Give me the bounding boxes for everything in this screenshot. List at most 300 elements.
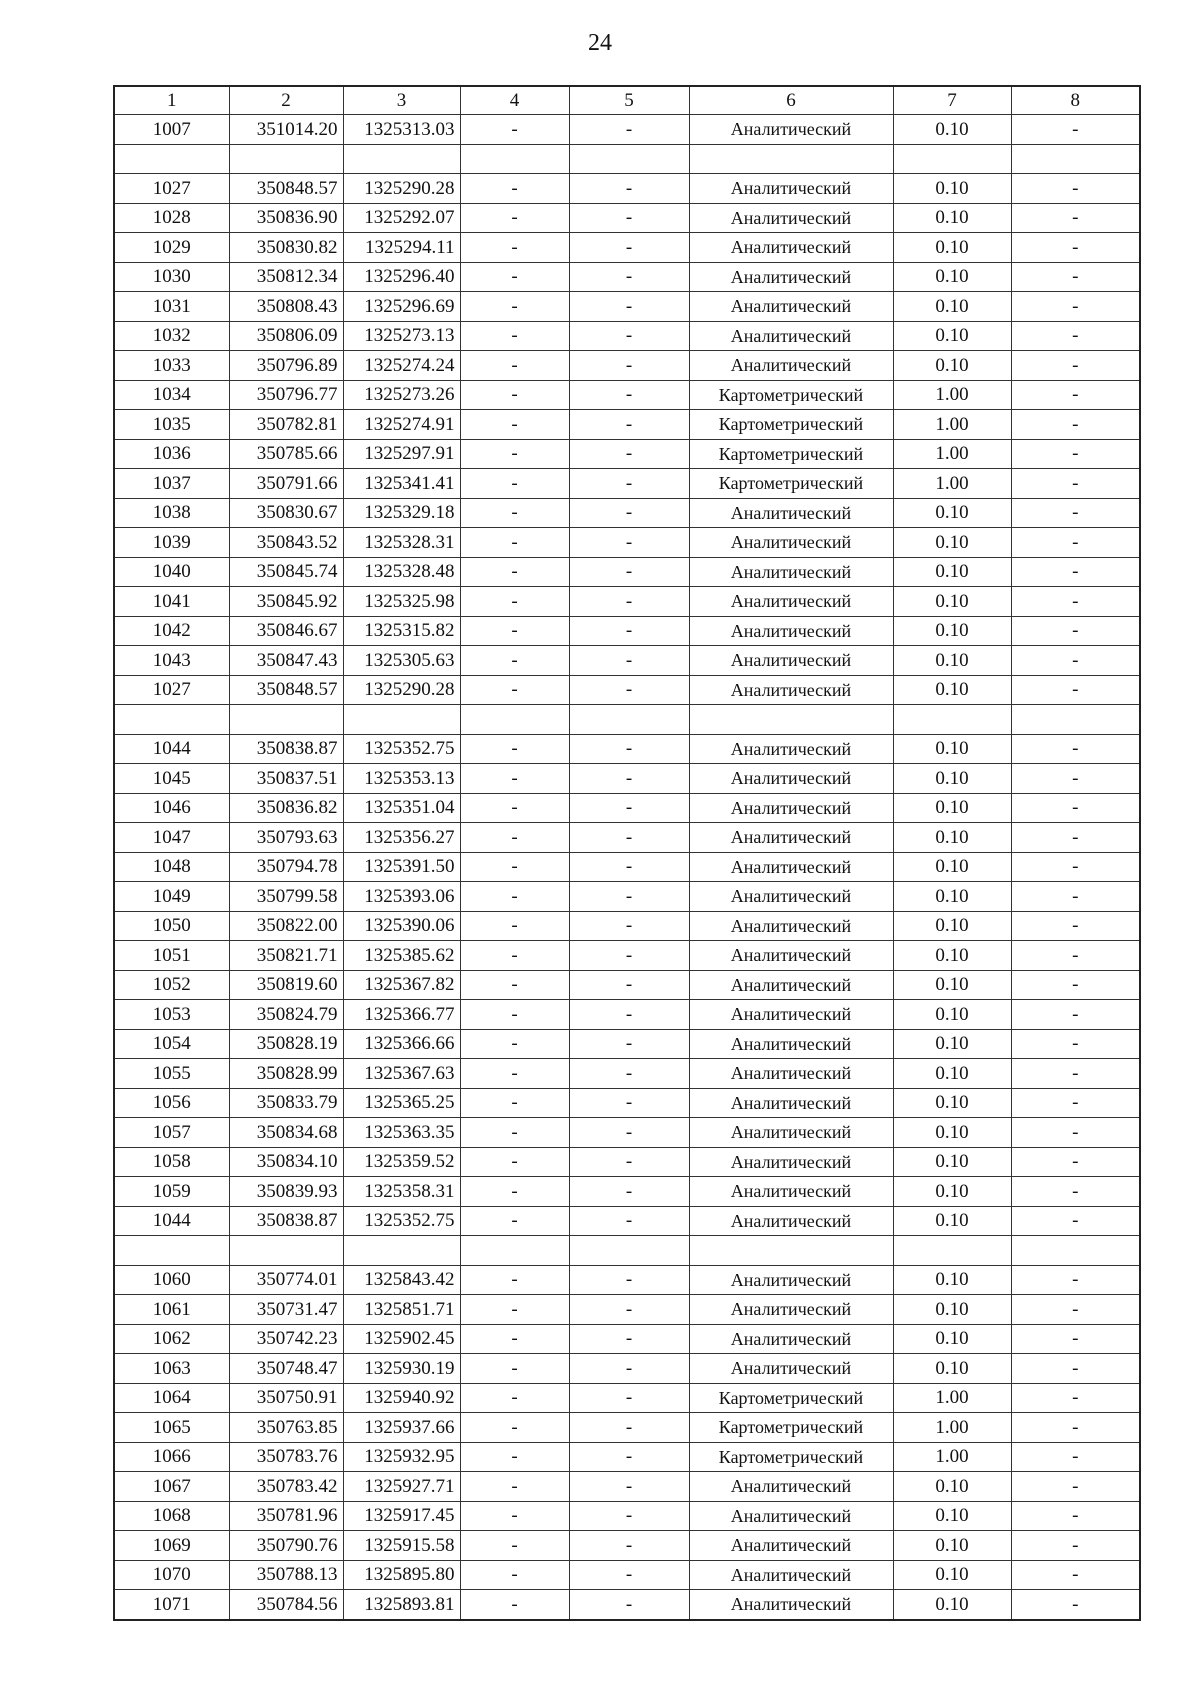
- table-cell: 350812.34: [229, 262, 343, 292]
- table-cell: 0.10: [893, 557, 1011, 587]
- table-cell: 350837.51: [229, 764, 343, 794]
- table-cell: 1061: [114, 1295, 229, 1325]
- table-cell: -: [1011, 675, 1140, 705]
- table-row: [114, 587, 1140, 617]
- table-cell: [569, 705, 689, 735]
- table-cell: 350819.60: [229, 970, 343, 1000]
- table-cell: 1325273.13: [343, 321, 460, 351]
- table-cell: -: [1011, 1324, 1140, 1354]
- table-cell: 1325296.40: [343, 262, 460, 292]
- table-cell: 350783.42: [229, 1472, 343, 1502]
- table-cell: 1028: [114, 203, 229, 233]
- table-cell: [229, 705, 343, 735]
- table-cell: 0.10: [893, 1147, 1011, 1177]
- table-cell: -: [569, 970, 689, 1000]
- table-cell: 1068: [114, 1501, 229, 1531]
- table-cell: 0.10: [893, 1324, 1011, 1354]
- column-header: 6: [689, 86, 893, 115]
- table-cell: Аналитический: [689, 557, 893, 587]
- table-cell: 350784.56: [229, 1590, 343, 1620]
- table-cell: -: [460, 587, 569, 617]
- table-cell: Аналитический: [689, 1000, 893, 1030]
- table-row: [114, 970, 1140, 1000]
- table-cell: 0.10: [893, 911, 1011, 941]
- table-row: [114, 292, 1140, 322]
- table-row: [114, 1177, 1140, 1207]
- table-cell: Аналитический: [689, 321, 893, 351]
- table-cell: -: [569, 941, 689, 971]
- table-cell: Аналитический: [689, 941, 893, 971]
- table-cell: 350838.87: [229, 734, 343, 764]
- table-cell: -: [1011, 292, 1140, 322]
- table-cell: 0.10: [893, 646, 1011, 676]
- table-cell: [343, 705, 460, 735]
- table-cell: 1325932.95: [343, 1442, 460, 1472]
- table-cell: 0.10: [893, 1531, 1011, 1561]
- table-cell: Аналитический: [689, 764, 893, 794]
- table-cell: -: [460, 1383, 569, 1413]
- table-cell: Аналитический: [689, 675, 893, 705]
- table-cell: 1054: [114, 1029, 229, 1059]
- table-cell: -: [1011, 734, 1140, 764]
- table-cell: [893, 1236, 1011, 1266]
- table-cell: [569, 144, 689, 174]
- table-cell: -: [460, 1088, 569, 1118]
- table-row: [114, 233, 1140, 263]
- table-cell: 1325353.13: [343, 764, 460, 794]
- table-cell: Аналитический: [689, 528, 893, 558]
- table-cell: -: [1011, 1531, 1140, 1561]
- table-cell: 350843.52: [229, 528, 343, 558]
- table-cell: Аналитический: [689, 498, 893, 528]
- table-cell: -: [1011, 1029, 1140, 1059]
- table-cell: -: [1011, 616, 1140, 646]
- table-cell: -: [569, 823, 689, 853]
- table-row: [114, 1531, 1140, 1561]
- table-cell: 1325915.58: [343, 1531, 460, 1561]
- table-cell: [1011, 1236, 1140, 1266]
- table-cell: -: [1011, 233, 1140, 263]
- table-cell: -: [569, 734, 689, 764]
- table-cell: 1325328.31: [343, 528, 460, 558]
- table-cell: -: [1011, 882, 1140, 912]
- table-row: [114, 528, 1140, 558]
- table-cell: 0.10: [893, 882, 1011, 912]
- table-cell: 350833.79: [229, 1088, 343, 1118]
- table-cell: -: [569, 262, 689, 292]
- table-cell: 1062: [114, 1324, 229, 1354]
- table-cell: -: [569, 1354, 689, 1384]
- table-cell: 350750.91: [229, 1383, 343, 1413]
- table-cell: 350845.92: [229, 587, 343, 617]
- table-cell: 350828.99: [229, 1059, 343, 1089]
- table-cell: -: [1011, 351, 1140, 381]
- table-cell: [1011, 144, 1140, 174]
- table-row: [114, 174, 1140, 204]
- table-cell: 1325305.63: [343, 646, 460, 676]
- table-cell: Картометрический: [689, 1383, 893, 1413]
- table-cell: Аналитический: [689, 911, 893, 941]
- table-cell: Аналитический: [689, 646, 893, 676]
- table-cell: 1325359.52: [343, 1147, 460, 1177]
- table-cell: 0.10: [893, 115, 1011, 145]
- table-cell: -: [460, 321, 569, 351]
- table-cell: -: [1011, 1560, 1140, 1590]
- table-row: [114, 764, 1140, 794]
- table-cell: 0.10: [893, 233, 1011, 263]
- table-cell: Аналитический: [689, 203, 893, 233]
- table-row: [114, 203, 1140, 233]
- table-cell: 1325313.03: [343, 115, 460, 145]
- table-row: [114, 1295, 1140, 1325]
- table-cell: 0.10: [893, 1118, 1011, 1148]
- table-cell: 350788.13: [229, 1560, 343, 1590]
- table-cell: 1325917.45: [343, 1501, 460, 1531]
- table-cell: 1041: [114, 587, 229, 617]
- table-cell: 350846.67: [229, 616, 343, 646]
- table-cell: 1050: [114, 911, 229, 941]
- table-cell: 1325940.92: [343, 1383, 460, 1413]
- table-cell: 350794.78: [229, 852, 343, 882]
- table-cell: [114, 705, 229, 735]
- table-row: [114, 1442, 1140, 1472]
- table-cell: Картометрический: [689, 410, 893, 440]
- table-cell: Аналитический: [689, 262, 893, 292]
- table-row: [114, 882, 1140, 912]
- table-cell: -: [569, 203, 689, 233]
- table-cell: 1034: [114, 380, 229, 410]
- table-cell: -: [569, 115, 689, 145]
- table-row: [114, 410, 1140, 440]
- table-cell: -: [569, 882, 689, 912]
- table-cell: -: [569, 1265, 689, 1295]
- table-cell: 350742.23: [229, 1324, 343, 1354]
- table-cell: -: [460, 439, 569, 469]
- table-cell: [460, 144, 569, 174]
- table-cell: [460, 705, 569, 735]
- table-cell: -: [460, 616, 569, 646]
- table-cell: 0.10: [893, 203, 1011, 233]
- table-row: [114, 1560, 1140, 1590]
- table-cell: 1052: [114, 970, 229, 1000]
- table-cell: -: [460, 174, 569, 204]
- table-cell: -: [460, 469, 569, 499]
- table-cell: -: [1011, 1501, 1140, 1531]
- table-cell: 1033: [114, 351, 229, 381]
- table-cell: -: [1011, 852, 1140, 882]
- table-cell: Картометрический: [689, 439, 893, 469]
- table-cell: [460, 1236, 569, 1266]
- table-cell: 1042: [114, 616, 229, 646]
- table-cell: 0.10: [893, 351, 1011, 381]
- table-cell: -: [569, 1442, 689, 1472]
- table-cell: 1325895.80: [343, 1560, 460, 1590]
- table-row: [114, 1088, 1140, 1118]
- table-cell: 1325351.04: [343, 793, 460, 823]
- table-cell: [343, 144, 460, 174]
- table-row: [114, 911, 1140, 941]
- table-cell: 1051: [114, 941, 229, 971]
- table-cell: Аналитический: [689, 1088, 893, 1118]
- table-cell: 0.10: [893, 1088, 1011, 1118]
- table-cell: -: [569, 1206, 689, 1236]
- table-cell: -: [460, 528, 569, 558]
- table-cell: 1325893.81: [343, 1590, 460, 1620]
- table-row: [114, 823, 1140, 853]
- table-cell: 1.00: [893, 1442, 1011, 1472]
- table-cell: -: [1011, 1590, 1140, 1620]
- table-cell: 0.10: [893, 292, 1011, 322]
- table-cell: -: [1011, 321, 1140, 351]
- table-cell: Аналитический: [689, 292, 893, 322]
- table-row: [114, 1590, 1140, 1620]
- table-cell: -: [569, 587, 689, 617]
- table-row: [114, 1000, 1140, 1030]
- table-cell: -: [569, 1590, 689, 1620]
- table-cell: [893, 144, 1011, 174]
- table-cell: -: [569, 911, 689, 941]
- table-cell: Аналитический: [689, 1295, 893, 1325]
- table-cell: Аналитический: [689, 1560, 893, 1590]
- table-cell: -: [460, 1531, 569, 1561]
- table-cell: -: [460, 351, 569, 381]
- table-cell: 1.00: [893, 1383, 1011, 1413]
- table-row: [114, 1206, 1140, 1236]
- table-cell: 0.10: [893, 1295, 1011, 1325]
- table-cell: 1007: [114, 115, 229, 145]
- table-row: [114, 380, 1140, 410]
- table-cell: -: [569, 1177, 689, 1207]
- table-cell: 0.10: [893, 1265, 1011, 1295]
- table-cell: Аналитический: [689, 1177, 893, 1207]
- table-cell: -: [460, 1472, 569, 1502]
- table-cell: 0.10: [893, 793, 1011, 823]
- table-body: [114, 115, 1140, 1620]
- table-cell: 1063: [114, 1354, 229, 1384]
- table-cell: 1059: [114, 1177, 229, 1207]
- table-row: [114, 616, 1140, 646]
- table-row: [114, 439, 1140, 469]
- table-cell: -: [460, 410, 569, 440]
- table-cell: Аналитический: [689, 174, 893, 204]
- table-cell: Картометрический: [689, 1442, 893, 1472]
- table-cell: 350763.85: [229, 1413, 343, 1443]
- table-cell: -: [569, 321, 689, 351]
- table-cell: 1325358.31: [343, 1177, 460, 1207]
- table-cell: -: [460, 498, 569, 528]
- table-row: [114, 351, 1140, 381]
- table-cell: 1325274.91: [343, 410, 460, 440]
- table-cell: -: [569, 439, 689, 469]
- table-cell: -: [569, 1029, 689, 1059]
- table-row: [114, 469, 1140, 499]
- table-cell: 0.10: [893, 1590, 1011, 1620]
- separator-row: [114, 705, 1140, 735]
- table-cell: -: [569, 1501, 689, 1531]
- separator-row: [114, 1236, 1140, 1266]
- table-cell: -: [460, 115, 569, 145]
- table-cell: -: [460, 1560, 569, 1590]
- table-cell: [569, 1236, 689, 1266]
- table-cell: 0.10: [893, 1206, 1011, 1236]
- table-cell: 350839.93: [229, 1177, 343, 1207]
- table-cell: Аналитический: [689, 1059, 893, 1089]
- table-cell: -: [569, 793, 689, 823]
- table-cell: 350822.00: [229, 911, 343, 941]
- table-cell: -: [569, 1295, 689, 1325]
- table-row: [114, 1059, 1140, 1089]
- table-cell: 1325297.91: [343, 439, 460, 469]
- coordinates-table: [113, 85, 1141, 1621]
- table-cell: -: [460, 233, 569, 263]
- table-cell: -: [1011, 115, 1140, 145]
- table-cell: 1046: [114, 793, 229, 823]
- column-header: 5: [569, 86, 689, 115]
- table-cell: -: [1011, 970, 1140, 1000]
- table-row: [114, 675, 1140, 705]
- table-cell: 0.10: [893, 528, 1011, 558]
- table-cell: -: [1011, 528, 1140, 558]
- table-cell: -: [1011, 941, 1140, 971]
- table-cell: 1065: [114, 1413, 229, 1443]
- table-cell: -: [1011, 1442, 1140, 1472]
- table-cell: -: [1011, 1413, 1140, 1443]
- table-cell: -: [1011, 1265, 1140, 1295]
- table-cell: 0.10: [893, 764, 1011, 794]
- table-cell: 0.10: [893, 734, 1011, 764]
- table-cell: Аналитический: [689, 1531, 893, 1561]
- table-cell: 350830.67: [229, 498, 343, 528]
- table-cell: 1325290.28: [343, 675, 460, 705]
- table-cell: 350838.87: [229, 1206, 343, 1236]
- table-cell: Картометрический: [689, 469, 893, 499]
- table-cell: -: [1011, 911, 1140, 941]
- table-cell: 1027: [114, 675, 229, 705]
- column-header: 3: [343, 86, 460, 115]
- table-cell: 1067: [114, 1472, 229, 1502]
- table-cell: -: [1011, 823, 1140, 853]
- table-cell: 350847.43: [229, 646, 343, 676]
- column-header: 4: [460, 86, 569, 115]
- table-cell: 1325851.71: [343, 1295, 460, 1325]
- table-row: [114, 1472, 1140, 1502]
- table-cell: 0.10: [893, 1059, 1011, 1089]
- table-cell: 1325930.19: [343, 1354, 460, 1384]
- page-number: 24: [588, 30, 612, 56]
- table-cell: Аналитический: [689, 970, 893, 1000]
- table-cell: -: [1011, 1000, 1140, 1030]
- table-cell: -: [569, 1147, 689, 1177]
- table-cell: -: [569, 557, 689, 587]
- table-cell: 0.10: [893, 587, 1011, 617]
- table-cell: 350848.57: [229, 174, 343, 204]
- table-cell: 0.10: [893, 1029, 1011, 1059]
- table-row: [114, 852, 1140, 882]
- separator-row: [114, 144, 1140, 174]
- table-cell: 1036: [114, 439, 229, 469]
- table-row: [114, 1324, 1140, 1354]
- table-cell: Аналитический: [689, 1324, 893, 1354]
- table-cell: -: [460, 557, 569, 587]
- table-cell: -: [460, 1206, 569, 1236]
- table-cell: -: [569, 1324, 689, 1354]
- table-cell: -: [1011, 1147, 1140, 1177]
- table-cell: -: [569, 675, 689, 705]
- table-cell: 350836.82: [229, 793, 343, 823]
- table-cell: -: [460, 1059, 569, 1089]
- table-row: [114, 941, 1140, 971]
- table-cell: 1060: [114, 1265, 229, 1295]
- table-cell: [229, 1236, 343, 1266]
- table-cell: -: [460, 1501, 569, 1531]
- column-header: 8: [1011, 86, 1140, 115]
- table-cell: 1325274.24: [343, 351, 460, 381]
- table-cell: 350774.01: [229, 1265, 343, 1295]
- table-cell: -: [460, 1442, 569, 1472]
- table-cell: 1032: [114, 321, 229, 351]
- table-cell: 1325843.42: [343, 1265, 460, 1295]
- table-cell: [689, 144, 893, 174]
- table-cell: [893, 705, 1011, 735]
- table-cell: 1071: [114, 1590, 229, 1620]
- table-cell: 350731.47: [229, 1295, 343, 1325]
- table-cell: 1.00: [893, 1413, 1011, 1443]
- table-cell: 1325367.63: [343, 1059, 460, 1089]
- table-cell: -: [460, 941, 569, 971]
- table-cell: Аналитический: [689, 1206, 893, 1236]
- table-cell: 0.10: [893, 1354, 1011, 1384]
- table-cell: Аналитический: [689, 1147, 893, 1177]
- table-cell: -: [1011, 203, 1140, 233]
- table-cell: 1325363.35: [343, 1118, 460, 1148]
- table-cell: Аналитический: [689, 1590, 893, 1620]
- table-cell: -: [569, 498, 689, 528]
- table-cell: -: [1011, 557, 1140, 587]
- table-cell: 1325927.71: [343, 1472, 460, 1502]
- table-cell: 1325328.48: [343, 557, 460, 587]
- table-cell: 1325385.62: [343, 941, 460, 971]
- table-cell: 0.10: [893, 498, 1011, 528]
- table-cell: Аналитический: [689, 616, 893, 646]
- table-cell: 350783.76: [229, 1442, 343, 1472]
- table-cell: -: [1011, 587, 1140, 617]
- table-cell: 350781.96: [229, 1501, 343, 1531]
- table-cell: 1325390.06: [343, 911, 460, 941]
- table-cell: 1325352.75: [343, 1206, 460, 1236]
- table-cell: 350806.09: [229, 321, 343, 351]
- table-cell: Аналитический: [689, 852, 893, 882]
- table-cell: -: [460, 262, 569, 292]
- table-cell: -: [460, 1147, 569, 1177]
- table-cell: Аналитический: [689, 1118, 893, 1148]
- table-cell: 1325902.45: [343, 1324, 460, 1354]
- table-cell: 1325325.98: [343, 587, 460, 617]
- table-cell: -: [1011, 174, 1140, 204]
- table-cell: [114, 144, 229, 174]
- table-row: [114, 646, 1140, 676]
- table-row: [114, 793, 1140, 823]
- table-cell: -: [1011, 1206, 1140, 1236]
- table-cell: -: [1011, 498, 1140, 528]
- table-cell: 1325341.41: [343, 469, 460, 499]
- table-cell: -: [569, 852, 689, 882]
- table-cell: 1027: [114, 174, 229, 204]
- table-row: [114, 1354, 1140, 1384]
- table-cell: -: [1011, 1472, 1140, 1502]
- table-cell: Аналитический: [689, 587, 893, 617]
- table-cell: 0.10: [893, 941, 1011, 971]
- table-cell: 0.10: [893, 970, 1011, 1000]
